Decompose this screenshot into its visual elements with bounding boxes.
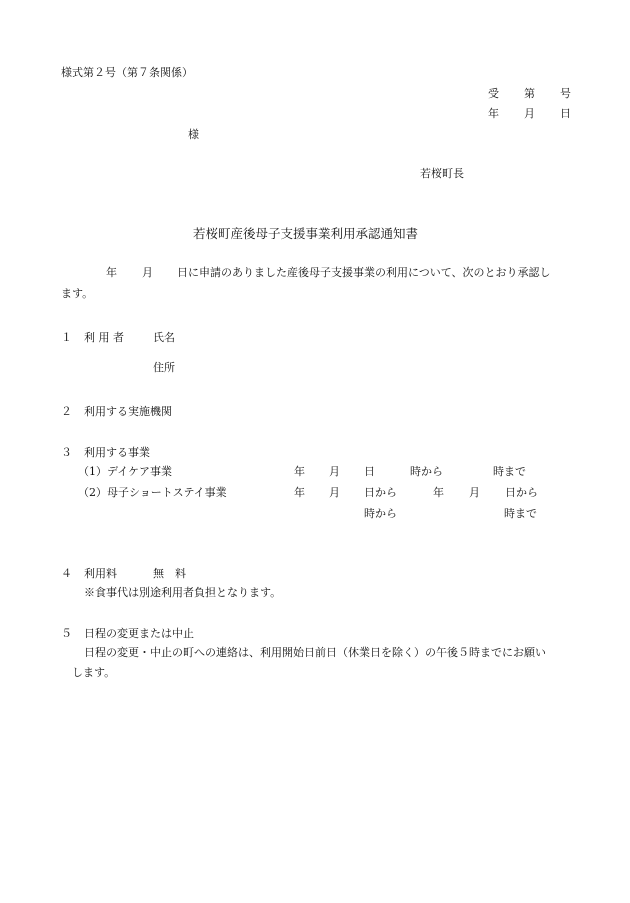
daycare-month: 月: [329, 465, 340, 478]
section5-line2: します。: [72, 666, 116, 679]
intro-year: 年: [106, 266, 117, 279]
shortstay-month: 月: [329, 486, 340, 499]
fee-value: 無 料: [153, 567, 186, 580]
issuer-name: 若桜町長: [420, 167, 464, 180]
user-address-label: 住所: [153, 361, 175, 374]
section1-heading: 利 用 者: [84, 331, 124, 344]
section3-number: ３: [61, 446, 72, 459]
section5-heading: 日程の変更または中止: [84, 627, 194, 640]
addressee-suffix: 様: [188, 128, 199, 141]
shortstay-label: （2）母子ショートステイ事業: [78, 486, 227, 499]
document-title: 若桜町産後母子支援事業利用承認通知書: [193, 226, 419, 241]
section2-number: ２: [61, 405, 72, 418]
shortstay-day-to: 日から: [505, 486, 538, 499]
shortstay-month2: 月: [469, 486, 480, 499]
intro-line2: ます。: [61, 287, 94, 300]
daycare-time-to: 時まで: [493, 465, 526, 478]
shortstay-time-to: 時まで: [504, 507, 537, 520]
intro-line1: 日に申請のありました産後母子支援事業の利用について、次のとおり承認し: [177, 266, 551, 279]
section5-line1: 日程の変更・中止の町への連絡は、利用開始日前日（休業日を除く）の午後５時までにお願い: [84, 646, 546, 659]
date-day: 日: [560, 107, 571, 120]
shortstay-time-from: 時から: [364, 507, 397, 520]
form-number: 様式第２号（第７条関係）: [61, 66, 193, 79]
section4-heading: 利用料: [84, 567, 117, 580]
ref-number-suffix: 号: [560, 87, 571, 100]
section5-number: ５: [61, 627, 72, 640]
shortstay-day-from: 日から: [364, 486, 397, 499]
meal-cost-note: ※食事代は別途利用者負担となります。: [84, 586, 282, 599]
daycare-time-from: 時から: [410, 465, 443, 478]
daycare-label: （1）デイケア事業: [78, 465, 173, 478]
daycare-year: 年: [294, 465, 305, 478]
section3-heading: 利用する事業: [84, 446, 150, 459]
date-year: 年: [488, 107, 499, 120]
date-month: 月: [524, 107, 535, 120]
ref-receipt-mark: 受: [488, 87, 499, 100]
user-name-label: 氏名: [153, 331, 175, 344]
section1-number: １: [61, 331, 72, 344]
shortstay-year2: 年: [433, 486, 444, 499]
intro-month: 月: [142, 266, 153, 279]
section4-number: ４: [61, 567, 72, 580]
daycare-day: 日: [364, 465, 375, 478]
shortstay-year: 年: [294, 486, 305, 499]
ref-number-mark: 第: [524, 87, 535, 100]
section2-heading: 利用する実施機関: [84, 405, 172, 418]
